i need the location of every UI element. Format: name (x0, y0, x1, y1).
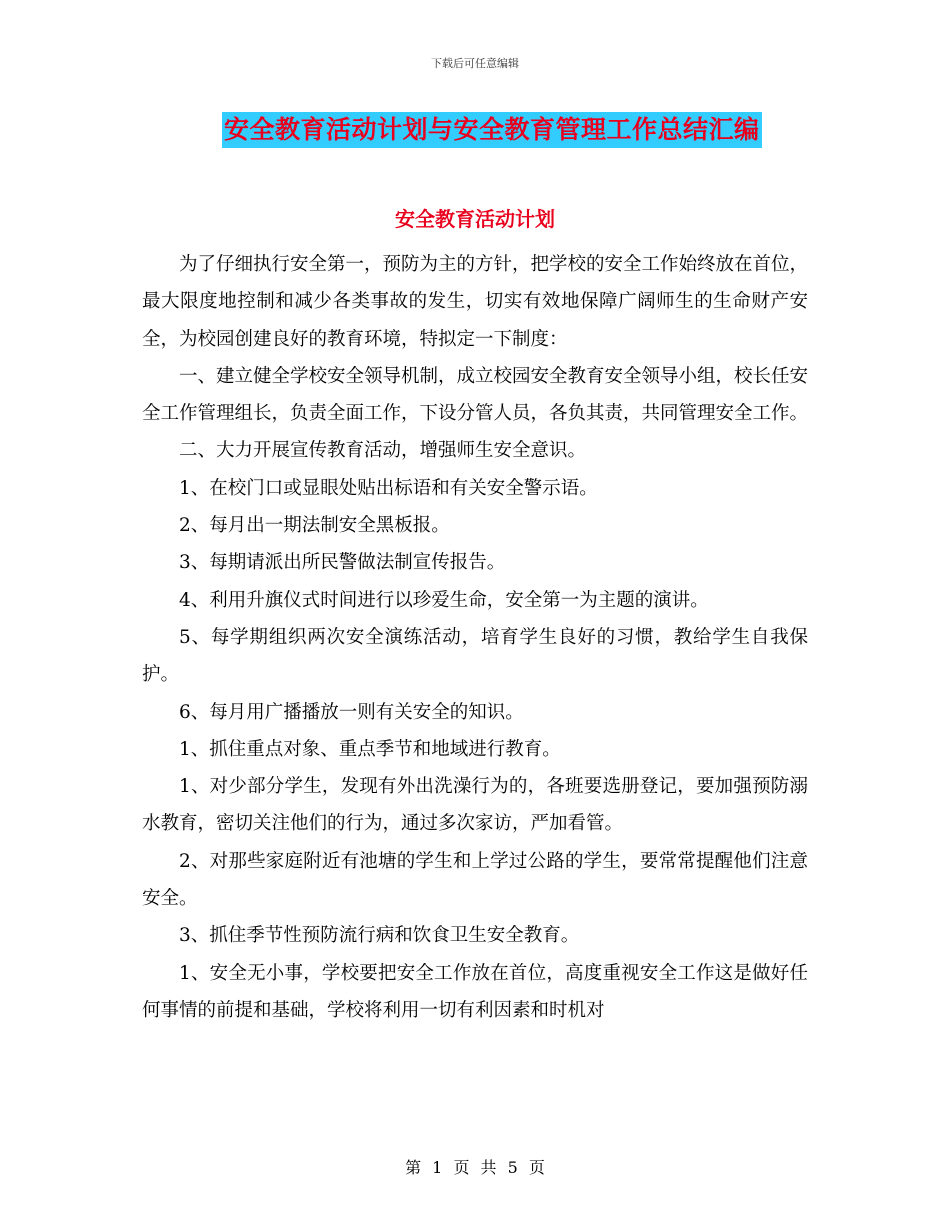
paragraph: 1、对少部分学生，发现有外出洗澡行为的，各班要选册登记，要加强预防溺水教育，密切关注他们的行为，通过多次家访，严加看管。 (142, 776, 808, 835)
page-number-footer: 第 1 页 共 5 页 (405, 1158, 545, 1177)
document-body (142, 246, 808, 1029)
paragraph: 1、抓住重点对象、重点季节和地域进行教育。 (179, 738, 561, 760)
paragraph: 2、对那些家庭附近有池塘的学生和上学过公路的学生，要常常提醒他们注意安全。 (142, 850, 808, 910)
paragraph: 一、建立健全学校安全领导机制，成立校园安全教育安全领导小组，校长任安全工作管理组长，负责全面工作，下设分管人员，各负其责，共同管理安全工作。 (142, 365, 809, 425)
paragraph: 6、每月用广播播放一则有关安全的知识。 (179, 701, 524, 723)
section-title: 安全教育活动计划 (395, 207, 555, 231)
paragraph: 3、每期请派出所民警做法制宣传报告。 (179, 552, 506, 574)
document-title: 安全教育活动计划与安全教育管理工作总结汇编 (222, 112, 762, 148)
paragraph: 5、每学期组织两次安全演练活动，培育学生良好的习惯，教给学生自我保护。 (142, 626, 808, 686)
paragraph: 3、抓住季节性预防流行病和饮食卫生安全教育。 (179, 925, 580, 947)
paragraph: 1、在校门口或显眼处贴出标语和有关安全警示语。 (179, 477, 598, 499)
header-note: 下载后可任意编辑 (431, 57, 519, 70)
paragraph: 为了仔细执行安全第一，预防为主的方针，把学校的安全工作始终放在首位，最大限度地控制和减少各类事故的发生，切实有效地保障广阔师生的生命财产安全，为校园创建良好的教育环境，特拟定一下制度： (142, 254, 809, 350)
paragraph: 二、大力开展宣传教育活动，增强师生安全意识。 (179, 440, 587, 462)
paragraph: 2、每月出一期法制安全黑板报。 (179, 515, 450, 537)
paragraph: 4、利用升旗仪式时间进行以珍爱生命，安全第一为主题的演讲。 (179, 589, 709, 611)
paragraph: 1、安全无小事，学校要把安全工作放在首位，高度重视安全工作这是做好任何事情的前提和基础，学校将利用一切有利因素和时机对 (142, 962, 808, 1021)
